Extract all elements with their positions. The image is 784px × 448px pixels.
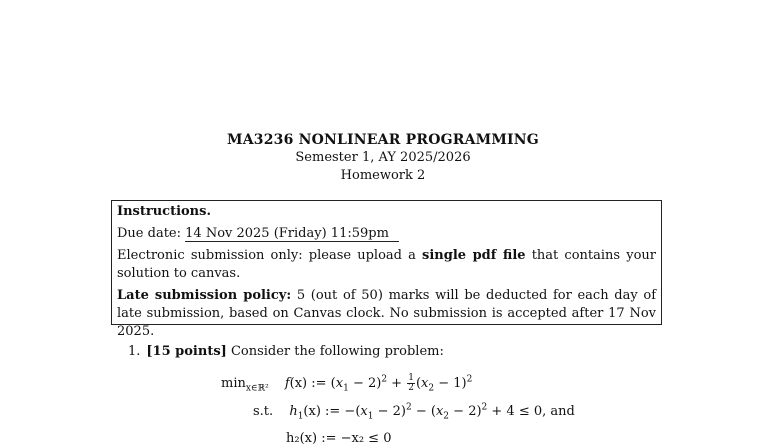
submission-text-post: that contains your solution to canvas.	[117, 248, 656, 281]
st-label: s.t.	[253, 404, 274, 419]
due-date-line	[117, 225, 656, 243]
semester-line: Semester 1, AY 2025/2026	[295, 150, 471, 165]
constraint-1-line	[253, 403, 575, 421]
due-date-label: Due date:	[117, 226, 181, 241]
problem-points: [15 points]	[146, 344, 227, 359]
min-operator: $\min_{x\in ℝ^2}$	[221, 376, 269, 394]
late-policy-label: Late submission policy:	[117, 288, 292, 303]
constraint-2-line	[286, 430, 391, 448]
problem-number: 1.	[128, 344, 141, 359]
instructions-heading: Instructions.	[117, 204, 211, 219]
title-block	[0, 131, 766, 185]
instructions-box	[111, 200, 662, 339]
objective-line	[221, 374, 472, 393]
problem-1-heading	[128, 343, 444, 361]
due-date-value: 14 Nov 2025 (Friday) 11:59pm	[185, 226, 399, 242]
course-title: MA3236 NONLINEAR PROGRAMMING	[227, 132, 539, 148]
problem-prompt: Consider the following problem:	[226, 344, 444, 359]
objective-expression: f(x) := $(x_1 - 2)^2$ + $\frac{1}{2}$ $(x_2 - 1)^2$	[284, 373, 473, 394]
late-policy-text: 5 (out of 50) marks will be deducted for each day of late submission, based on Canvas clock. No submission is accepted after 17 Nov 2025.	[117, 288, 657, 339]
constraint-2-expression: h₂(x) := −x₂ ≤ 0	[286, 431, 392, 446]
submission-line	[117, 247, 656, 283]
submission-text-bold: single pdf file	[422, 248, 526, 263]
homework-line: Homework 2	[340, 168, 426, 183]
constraint-1-expression: $h_1(x)$ := $-(x_1 - 2)^2 - (x_2 - 2)^2 + 4 \le 0$, and	[289, 402, 575, 422]
late-policy-line	[117, 287, 656, 341]
submission-text-pre: Electronic submission only: please upload a	[117, 248, 423, 263]
